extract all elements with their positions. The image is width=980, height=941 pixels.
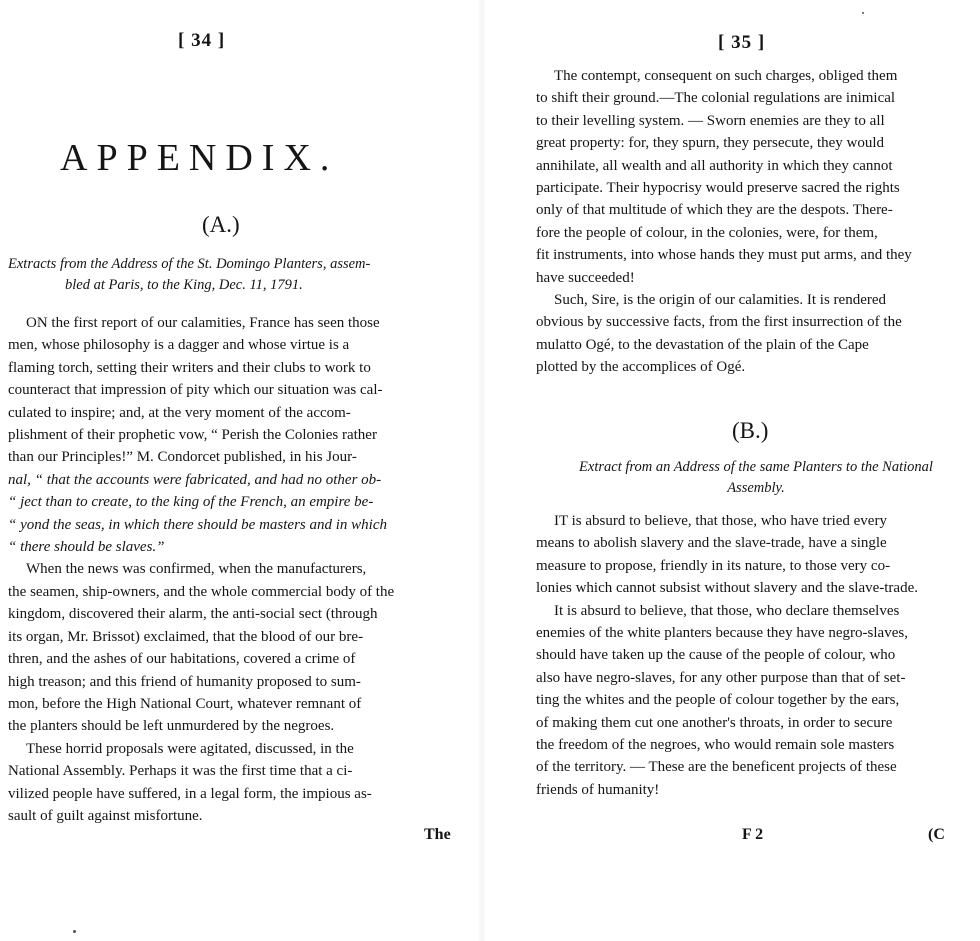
right-body-text-a bbox=[536, 65, 973, 379]
text-line: measure to propose, friendly in its nature, to those very co- bbox=[536, 557, 891, 574]
text-line: the freedom of the negroes, who would remain sole masters bbox=[536, 737, 895, 754]
right-body-text-b bbox=[536, 510, 973, 801]
text-line: These horrid proposals were agitated, discussed, in the bbox=[26, 740, 354, 757]
left-page bbox=[0, 0, 478, 941]
text-line: fore the people of colour, in the colonies, were, for them, bbox=[536, 224, 878, 241]
text-line: plotted by the accomplices of Ogé. bbox=[536, 359, 746, 376]
appendix-title: APPENDIX. bbox=[60, 137, 339, 179]
text-line: It is absurd to believe, that those, who declare themselves bbox=[554, 602, 900, 619]
text-line: the seamen, ship-owners, and the whole commercial body of the bbox=[8, 583, 395, 600]
signature-mark: F 2 bbox=[742, 826, 764, 843]
text-line: mon, before the High National Court, whatever remnant of bbox=[8, 695, 362, 712]
ink-speck bbox=[73, 930, 76, 933]
text-line: plishment of their prophetic vow, “ Perish the Colonies rather bbox=[8, 427, 377, 444]
text-line: participate. Their hypocrisy would preserve sacred the rights bbox=[536, 180, 900, 197]
text-line: great property: for, they spurn, they persecute, they would bbox=[536, 135, 885, 152]
text-line: enemies of the white planters because they have negro-slaves, bbox=[536, 625, 908, 642]
text-line: “ yond the seas, in which there should be masters and in which bbox=[8, 516, 387, 533]
text-line: nal, “ that the accounts were fabricated, and had no other ob- bbox=[8, 471, 382, 488]
text-line: only of that multitude of which they are the despots. There- bbox=[536, 202, 893, 219]
ink-speck bbox=[862, 12, 864, 14]
text-line: should have taken up the cause of the people of colour, who bbox=[536, 647, 896, 664]
catchword-right: (C bbox=[928, 826, 945, 843]
text-line: men, whose philosophy is a dagger and whose virtue is a bbox=[8, 337, 350, 354]
text-line: ON the first report of our calamities, France has seen those bbox=[26, 315, 380, 331]
subheading-line: Extracts from the Address of the St. Domingo Planters, assem- bbox=[8, 256, 371, 272]
text-line: mulatto Ogé, to the devastation of the plain of the Cape bbox=[536, 336, 869, 353]
text-line: “ there should be slaves.” bbox=[8, 539, 165, 556]
text-line: its organ, Mr. Brissot) exclaimed, that the blood of our bre- bbox=[8, 628, 364, 645]
text-line: ting the whites and the people of colour together by the ears, bbox=[536, 692, 900, 709]
text-line: annihilate, all wealth and all authority in which they cannot bbox=[536, 157, 893, 174]
page-number-left: [ 34 ] bbox=[178, 30, 226, 51]
text-line: fit instruments, into whose hands they must put arms, and they bbox=[536, 247, 912, 264]
text-line: culated to inspire; and, at the very moment of the accom- bbox=[8, 404, 351, 421]
section-a-subheading bbox=[8, 254, 456, 296]
text-line: “ ject than to create, to the king of the French, an empire be- bbox=[8, 494, 374, 511]
text-line: Such, Sire, is the origin of our calamities. It is rendered bbox=[554, 292, 886, 309]
text-line: IT is absurd to believe, that those, who have tried every bbox=[554, 513, 887, 529]
catchword-left: The bbox=[424, 826, 451, 843]
text-line: the planters should be left unmurdered by the negroes. bbox=[8, 718, 335, 735]
text-line: to shift their ground.—The colonial regulations are inimical bbox=[536, 90, 896, 107]
section-a-heading: (A.) bbox=[202, 212, 240, 237]
subheading-line: bled at Paris, to the King, Dec. 11, 1791. bbox=[65, 277, 303, 293]
text-line: to their levelling system. — Sworn enemies are they to all bbox=[536, 112, 885, 129]
text-line: counteract that impression of pity which our situation was cal- bbox=[8, 382, 383, 399]
left-body-text bbox=[8, 312, 453, 827]
subheading-line: Extract from an Address of the same Planters to the National bbox=[579, 459, 933, 475]
text-line: thren, and the ashes of our habitations, covered a crime of bbox=[8, 651, 356, 668]
text-line: flaming torch, setting their writers and their clubs to work to bbox=[8, 359, 371, 376]
book-gutter bbox=[478, 0, 486, 941]
text-line: have succeeded! bbox=[536, 269, 635, 286]
subheading-line: Assembly. bbox=[727, 480, 785, 496]
page-number-right: [ 35 ] bbox=[718, 32, 766, 53]
section-b-subheading bbox=[536, 457, 976, 499]
text-line: The contempt, consequent on such charges, obliged them bbox=[554, 68, 898, 84]
text-line: high treason; and this friend of humanity proposed to sum- bbox=[8, 673, 361, 690]
text-line: than our Principles!” M. Condorcet published, in his Jour- bbox=[8, 449, 357, 466]
text-line: vilized people have suffered, in a legal form, the impious as- bbox=[8, 785, 372, 802]
text-line: obvious by successive facts, from the first insurrection of the bbox=[536, 314, 902, 331]
text-line: of making them cut one another's throats, in order to secure bbox=[536, 714, 893, 731]
text-line: of the territory. — These are the beneficent projects of these bbox=[536, 759, 897, 776]
text-line: sault of guilt against misfortune. bbox=[8, 807, 203, 824]
text-line: When the news was confirmed, when the manufacturers, bbox=[26, 561, 367, 578]
text-line: friends of humanity! bbox=[536, 781, 660, 798]
text-line: also have negro-slaves, for any other purpose than that of set- bbox=[536, 669, 906, 686]
text-line: kingdom, discovered their alarm, the anti-social sect (through bbox=[8, 606, 378, 623]
text-line: lonies which cannot subsist without slavery and the slave-trade. bbox=[536, 580, 918, 597]
text-line: National Assembly. Perhaps it was the first time that a ci- bbox=[8, 763, 353, 780]
right-page bbox=[486, 0, 980, 941]
section-b-heading: (B.) bbox=[732, 418, 769, 443]
text-line: means to abolish slavery and the slave-trade, have a single bbox=[536, 535, 887, 552]
